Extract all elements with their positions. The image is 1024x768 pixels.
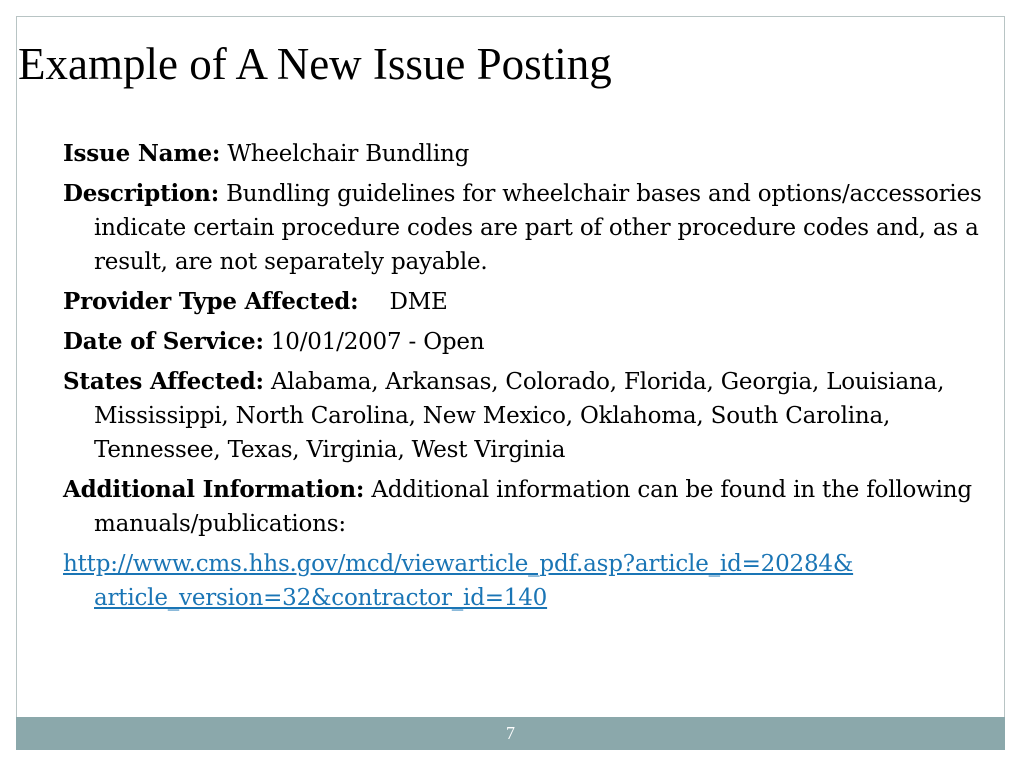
slide-title: Example of A New Issue Posting — [18, 39, 612, 89]
provider-type-label: Provider Type Affected: — [63, 288, 359, 315]
provider-type-value: DME — [389, 289, 448, 315]
additional-information-label: Additional Information: — [63, 476, 365, 503]
description-row — [63, 177, 983, 279]
article-link[interactable] — [63, 551, 853, 611]
article-link-row — [63, 547, 983, 615]
date-of-service-label: Date of Service: — [63, 328, 264, 355]
additional-information-value: Additional information can be found in the following manuals/publications: — [94, 477, 972, 537]
footer-bar — [16, 717, 1005, 750]
issue-name-value: Wheelchair Bundling — [220, 141, 470, 167]
issue-name-label: Issue Name: — [63, 140, 221, 167]
date-of-service-row — [63, 325, 983, 359]
states-affected-label: States Affected: — [63, 368, 264, 395]
page-number: 7 — [506, 723, 515, 743]
states-affected-value: Alabama, Arkansas, Colorado, Florida, Georgia, Louisiana, Mississippi, North Carolina, New Mexico, Oklahoma, South Carolina, Tennessee, Texas, Virginia, West Virginia — [94, 369, 945, 463]
issue-name-row — [63, 137, 983, 171]
additional-information-row — [63, 473, 983, 541]
states-affected-row — [63, 365, 983, 467]
article-link-line-1: http://www.cms.hhs.gov/mcd/viewarticle_pdf.asp?article_id=20284& — [63, 551, 854, 577]
slide-body — [63, 137, 983, 621]
date-of-service-value: 10/01/2007 - Open — [263, 329, 485, 355]
description-value: Bundling guidelines for wheelchair bases and options/accessories indicate certain procedure codes are part of other procedure codes and, as a result, are not separately payable. — [94, 181, 982, 275]
description-label: Description: — [63, 180, 219, 207]
article-link-line-2: article_version=32&contractor_id=140 — [94, 585, 548, 611]
provider-type-row — [63, 285, 983, 319]
